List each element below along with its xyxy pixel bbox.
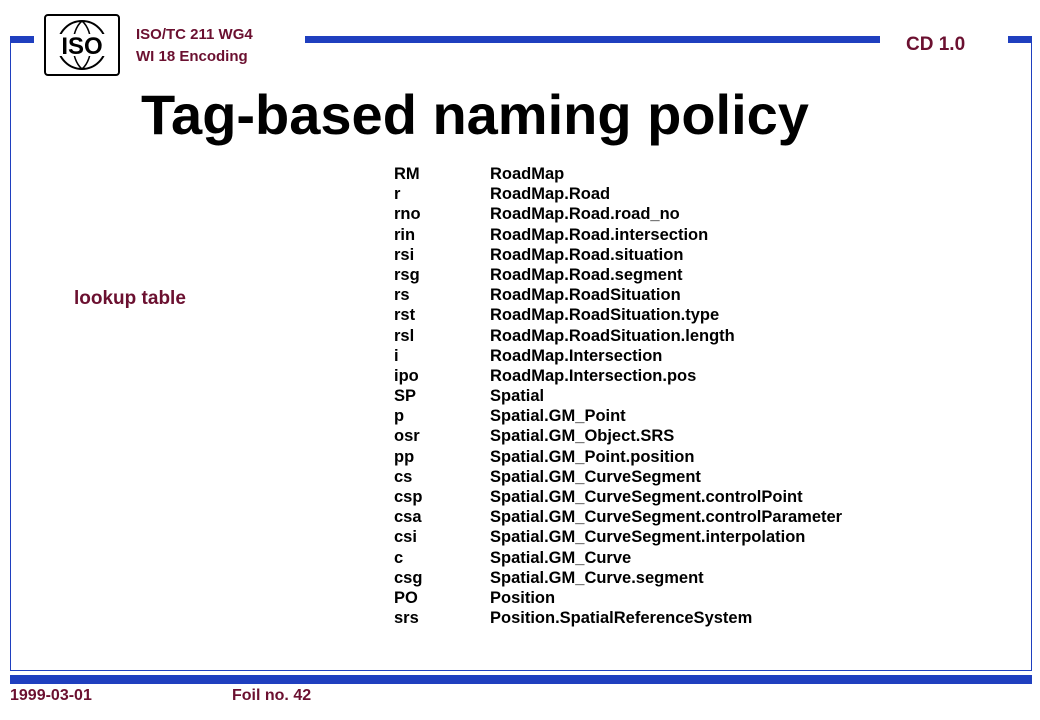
tag-cell: rin [394,225,416,244]
tag-cell: srs [394,609,419,628]
tag-cell: PO [394,588,418,607]
table-row [394,346,842,366]
tag-cell: rst [394,306,416,325]
tag-cell: cs [394,467,413,486]
name-cell: Spatial.GM_Curve.segment [490,568,704,587]
tag-cell: rsi [394,245,415,264]
table-row [394,305,842,325]
org-line-2: WI 18 Encoding [136,48,248,65]
name-cell: RoadMap.Road.segment [490,265,683,284]
side-label: lookup table [74,288,186,309]
tag-cell: RM [394,165,420,183]
tag-cell: osr [394,427,420,446]
table-row [394,265,842,285]
table-row [394,184,842,204]
table-row [394,225,842,245]
name-cell: RoadMap.Road.situation [490,245,684,264]
table-row [394,447,842,467]
table-row [394,386,842,406]
lookup-table [394,164,842,628]
name-cell: Spatial.GM_Point [490,407,626,426]
tag-cell: rsg [394,265,420,284]
name-cell: Spatial.GM_CurveSegment.interpolation [490,528,806,547]
tag-cell: csp [394,488,423,506]
tag-cell: csi [394,528,417,547]
tag-cell: c [394,548,404,567]
name-cell: RoadMap.Intersection [490,346,663,365]
table-row [394,285,842,305]
name-cell: Position.SpatialReferenceSystem [490,609,753,628]
table-row [394,204,842,224]
name-cell: Spatial.GM_CurveSegment.controlParameter [490,508,843,527]
table-row [394,164,842,184]
table-row [394,426,842,446]
tag-cell: csa [394,508,422,527]
name-cell: RoadMap.RoadSituation.type [490,306,720,325]
table-row [394,527,842,547]
tag-cell: csg [394,568,423,587]
tag-cell: SP [394,387,417,406]
table-row [394,548,842,568]
table-row [394,467,842,487]
table-row [394,366,842,386]
tag-cell: rsl [394,326,415,345]
tag-cell: r [394,185,401,204]
org-line-1: ISO/TC 211 WG4 [136,26,253,43]
tag-cell: p [394,407,405,426]
iso-logo [44,14,120,76]
name-cell: RoadMap.RoadSituation.length [490,326,735,345]
name-cell: Spatial.GM_Curve [490,548,632,567]
top-bar-left [10,36,34,43]
table-row [394,245,842,265]
table-row [394,588,842,608]
page-title: Tag-based naming policy [141,83,809,146]
tag-cell: rs [394,286,410,305]
table-row [394,487,842,507]
frame-right-line [1031,43,1032,671]
top-bar-middle [305,36,880,43]
iso-logo-text: ISO [61,33,103,60]
footer-foil: Foil no. 42 [232,687,312,704]
table-row [394,326,842,346]
tag-cell: rno [394,205,421,224]
name-cell: Position [490,588,556,607]
tag-cell: pp [394,447,415,466]
name-cell: Spatial.GM_Point.position [490,447,695,466]
name-cell: Spatial.GM_CurveSegment.controlPoint [490,488,803,506]
footer-date: 1999-03-01 [10,687,92,704]
doc-status: CD 1.0 [906,34,966,55]
name-cell: RoadMap.Road.intersection [490,225,709,244]
frame-bottom-line [10,670,1032,671]
name-cell: Spatial [490,387,545,406]
name-cell: RoadMap.Road [490,185,611,204]
name-cell: Spatial.GM_Object.SRS [490,427,675,446]
top-bar-right [1008,36,1032,43]
table-row [394,608,842,628]
table-row [394,406,842,426]
name-cell: RoadMap.Road.road_no [490,205,680,224]
bottom-bar [10,675,1032,684]
tag-cell: ipo [394,366,419,385]
frame-left-line [10,43,11,671]
tag-cell: i [394,346,399,365]
name-cell: Spatial.GM_CurveSegment [490,467,701,486]
name-cell: RoadMap [490,165,565,183]
table-row [394,507,842,527]
table-row [394,568,842,588]
name-cell: RoadMap.Intersection.pos [490,366,697,385]
name-cell: RoadMap.RoadSituation [490,286,681,305]
